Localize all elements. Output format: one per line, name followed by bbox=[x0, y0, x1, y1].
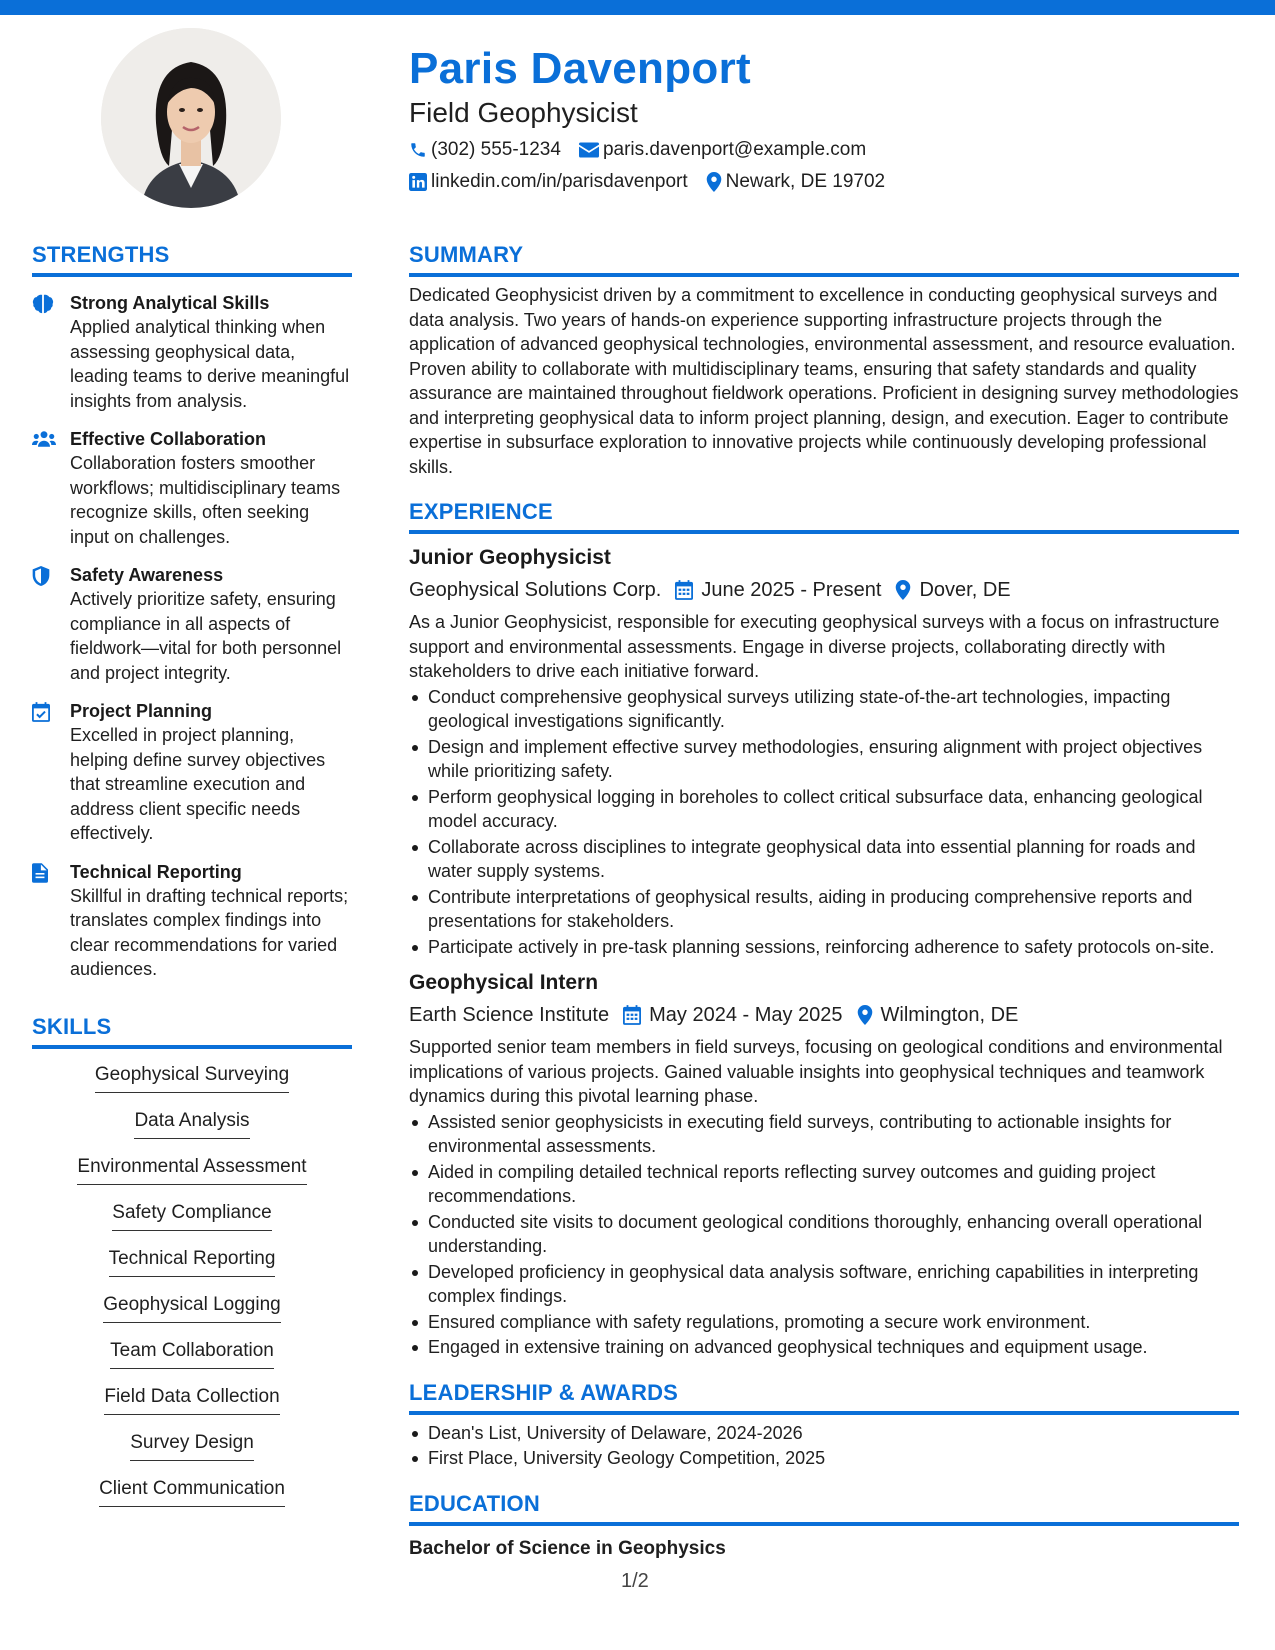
contact-row-2 bbox=[409, 170, 1239, 194]
job-entry bbox=[409, 969, 1239, 1360]
job-location: Dover, DE bbox=[919, 579, 1011, 601]
list-item: Perform geophysical logging in boreholes to collect critical subsurface data, enhancing geological model accuracy. bbox=[409, 785, 1239, 834]
strength-desc: Skillful in drafting technical reports; translates complex findings into clear recommendations for varied audiences. bbox=[70, 885, 349, 979]
top-accent-bar bbox=[0, 0, 1275, 15]
skill-item: Data Analysis bbox=[134, 1109, 249, 1139]
strength-desc: Excelled in project planning, helping define survey objectives that streamline execution and address client specific needs effectively. bbox=[70, 725, 326, 843]
summary-text: Dedicated Geophysicist driven by a commitment to excellence in conducting geophysical surveys and data analysis. Two years of hands-on experience supporting infrastructure projects through the application of advanced geophysical technologies, environmental assessment, and resource evaluation. Proven ability to collaborate with multidisciplinary teams, ensuring that safety standards and quality assurance are maintained throughout fieldwork operations. Proficient in designing survey methodologies and interpreting geophysical data to inform project planning, design, and execution. Eager to contribute expertise in subsurface exploration to innovative projects while continuously developing professional skills. bbox=[409, 285, 1239, 477]
list-item: Collaborate across disciplines to integrate geophysical data into essential planning for roads and water supply systems. bbox=[409, 835, 1239, 884]
phone-icon bbox=[409, 141, 427, 159]
calendar-icon bbox=[675, 580, 693, 600]
skill-item: Field Data Collection bbox=[104, 1385, 279, 1415]
brain-icon bbox=[32, 294, 54, 314]
skill-item: Technical Reporting bbox=[109, 1247, 276, 1277]
candidate-name: Paris Davenport bbox=[409, 44, 751, 93]
strength-item bbox=[32, 860, 352, 982]
experience-heading: EXPERIENCE bbox=[409, 497, 1239, 534]
location-text: Newark, DE 19702 bbox=[725, 171, 886, 192]
list-item: First Place, University Geology Competition, 2025 bbox=[409, 1446, 1239, 1471]
list-item: Participate actively in pre-task planning sessions, reinforcing adherence to safety protocols on-site. bbox=[409, 935, 1239, 960]
linkedin-contact[interactable] bbox=[409, 170, 688, 194]
awards-heading: LEADERSHIP & AWARDS bbox=[409, 1378, 1239, 1415]
list-item: Developed proficiency in geophysical data analysis software, enriching capabilities in interpreting complex findings. bbox=[409, 1260, 1239, 1309]
linkedin-text: linkedin.com/in/parisdavenport bbox=[431, 171, 688, 192]
job-bullets bbox=[409, 1110, 1239, 1360]
shield-icon bbox=[32, 566, 50, 586]
skill-item: Team Collaboration bbox=[110, 1339, 274, 1369]
job-meta bbox=[409, 576, 1239, 604]
strength-item bbox=[32, 427, 352, 549]
skill-item: Environmental Assessment bbox=[77, 1155, 306, 1185]
map-pin-icon bbox=[706, 172, 722, 192]
map-pin-icon bbox=[857, 1005, 873, 1025]
location-contact bbox=[706, 170, 885, 194]
job-dates: June 2025 - Present bbox=[701, 579, 882, 601]
map-pin-icon bbox=[895, 580, 911, 600]
job-title: Geophysical Intern bbox=[409, 971, 599, 994]
education-heading: EDUCATION bbox=[409, 1489, 1239, 1526]
resume-header bbox=[409, 42, 1239, 194]
list-item: Assisted senior geophysicists in executing field surveys, contributing to actionable insights for environmental assessments. bbox=[409, 1110, 1239, 1159]
job-location: Wilmington, DE bbox=[880, 1004, 1019, 1026]
skill-item: Client Communication bbox=[99, 1477, 285, 1507]
list-item: Design and implement effective survey methodologies, ensuring alignment with project objectives while prioritizing safety. bbox=[409, 735, 1239, 784]
email-contact[interactable] bbox=[579, 138, 866, 162]
strength-title: Project Planning bbox=[70, 701, 213, 721]
job-title: Junior Geophysicist bbox=[409, 546, 611, 569]
skills-heading: SKILLS bbox=[32, 1012, 352, 1049]
calendar-check-icon bbox=[32, 702, 50, 722]
right-column bbox=[409, 240, 1239, 1562]
job-description: As a Junior Geophysicist, responsible for executing geophysical surveys with a focus on infrastructure support and environmental assessments. Engage in diverse projects, collaborating directly with stakeholders to drive each initiative forward. bbox=[409, 612, 1220, 681]
strength-title: Safety Awareness bbox=[70, 565, 224, 585]
list-item: Conducted site visits to document geological conditions thoroughly, enhancing overall operational understanding. bbox=[409, 1210, 1239, 1259]
strength-title: Strong Analytical Skills bbox=[70, 293, 270, 313]
awards-list bbox=[409, 1421, 1239, 1471]
skill-item: Geophysical Surveying bbox=[95, 1063, 289, 1093]
contact-row-1 bbox=[409, 138, 1239, 162]
calendar-icon bbox=[623, 1005, 641, 1025]
list-item: Dean's List, University of Delaware, 2024-2026 bbox=[409, 1421, 1239, 1446]
strength-item bbox=[32, 563, 352, 685]
list-item: Conduct comprehensive geophysical surveys utilizing state-of-the-art technologies, impacting geological investigations significantly. bbox=[409, 685, 1239, 734]
job-company: Earth Science Institute bbox=[409, 1004, 610, 1026]
users-icon bbox=[32, 430, 56, 448]
list-item: Aided in compiling detailed technical reports reflecting survey outcomes and guiding project recommendations. bbox=[409, 1160, 1239, 1209]
job-bullets bbox=[409, 685, 1239, 960]
job-dates: May 2024 - May 2025 bbox=[649, 1004, 843, 1026]
skill-item: Geophysical Logging bbox=[103, 1293, 280, 1323]
strength-item bbox=[32, 291, 352, 413]
profile-photo bbox=[101, 28, 281, 208]
profile-photo-illustration bbox=[101, 28, 281, 208]
education-degree: Bachelor of Science in Geophysics bbox=[409, 1537, 726, 1559]
phone-text: (302) 555-1234 bbox=[431, 139, 561, 160]
strength-title: Effective Collaboration bbox=[70, 429, 267, 449]
job-entry bbox=[409, 544, 1239, 959]
strength-title: Technical Reporting bbox=[70, 861, 242, 882]
email-icon bbox=[579, 142, 599, 158]
strength-desc: Actively prioritize safety, ensuring compliance in all aspects of fieldwork—vital for both personnel and project integrity. bbox=[70, 589, 342, 683]
document-icon bbox=[32, 863, 48, 883]
candidate-title: Field Geophysicist bbox=[409, 97, 638, 128]
email-text: paris.davenport@example.com bbox=[602, 139, 867, 160]
list-item: Contribute interpretations of geophysical results, aiding in producing comprehensive reports and presentations for stakeholders. bbox=[409, 885, 1239, 934]
summary-heading: SUMMARY bbox=[409, 240, 1239, 277]
list-item: Ensured compliance with safety regulations, promoting a secure work environment. bbox=[409, 1310, 1239, 1335]
phone-contact[interactable] bbox=[409, 138, 561, 162]
strengths-heading: STRENGTHS bbox=[32, 240, 352, 277]
skill-item: Safety Compliance bbox=[112, 1201, 271, 1231]
page-number: 1/2 bbox=[621, 1570, 649, 1592]
linkedin-icon bbox=[409, 173, 427, 191]
list-item: Engaged in extensive training on advanced geophysical techniques and equipment usage. bbox=[409, 1335, 1239, 1360]
strength-desc: Applied analytical thinking when assessing geophysical data, leading teams to derive meaningful insights from analysis. bbox=[70, 317, 350, 411]
strength-item bbox=[32, 699, 352, 846]
job-meta bbox=[409, 1001, 1239, 1029]
job-description: Supported senior team members in field surveys, focusing on geological conditions and environmental implications of various projects. Gained valuable insights into geophysical techniques and teamwork dynamics during this pivotal learning phase. bbox=[409, 1037, 1223, 1106]
job-company: Geophysical Solutions Corp. bbox=[409, 579, 662, 601]
left-column bbox=[32, 240, 352, 1523]
skill-item: Survey Design bbox=[130, 1431, 254, 1461]
skills-list bbox=[32, 1063, 352, 1523]
strength-desc: Collaboration fosters smoother workflows; multidisciplinary teams recognize skills, often seeking input on challenges. bbox=[70, 453, 341, 547]
